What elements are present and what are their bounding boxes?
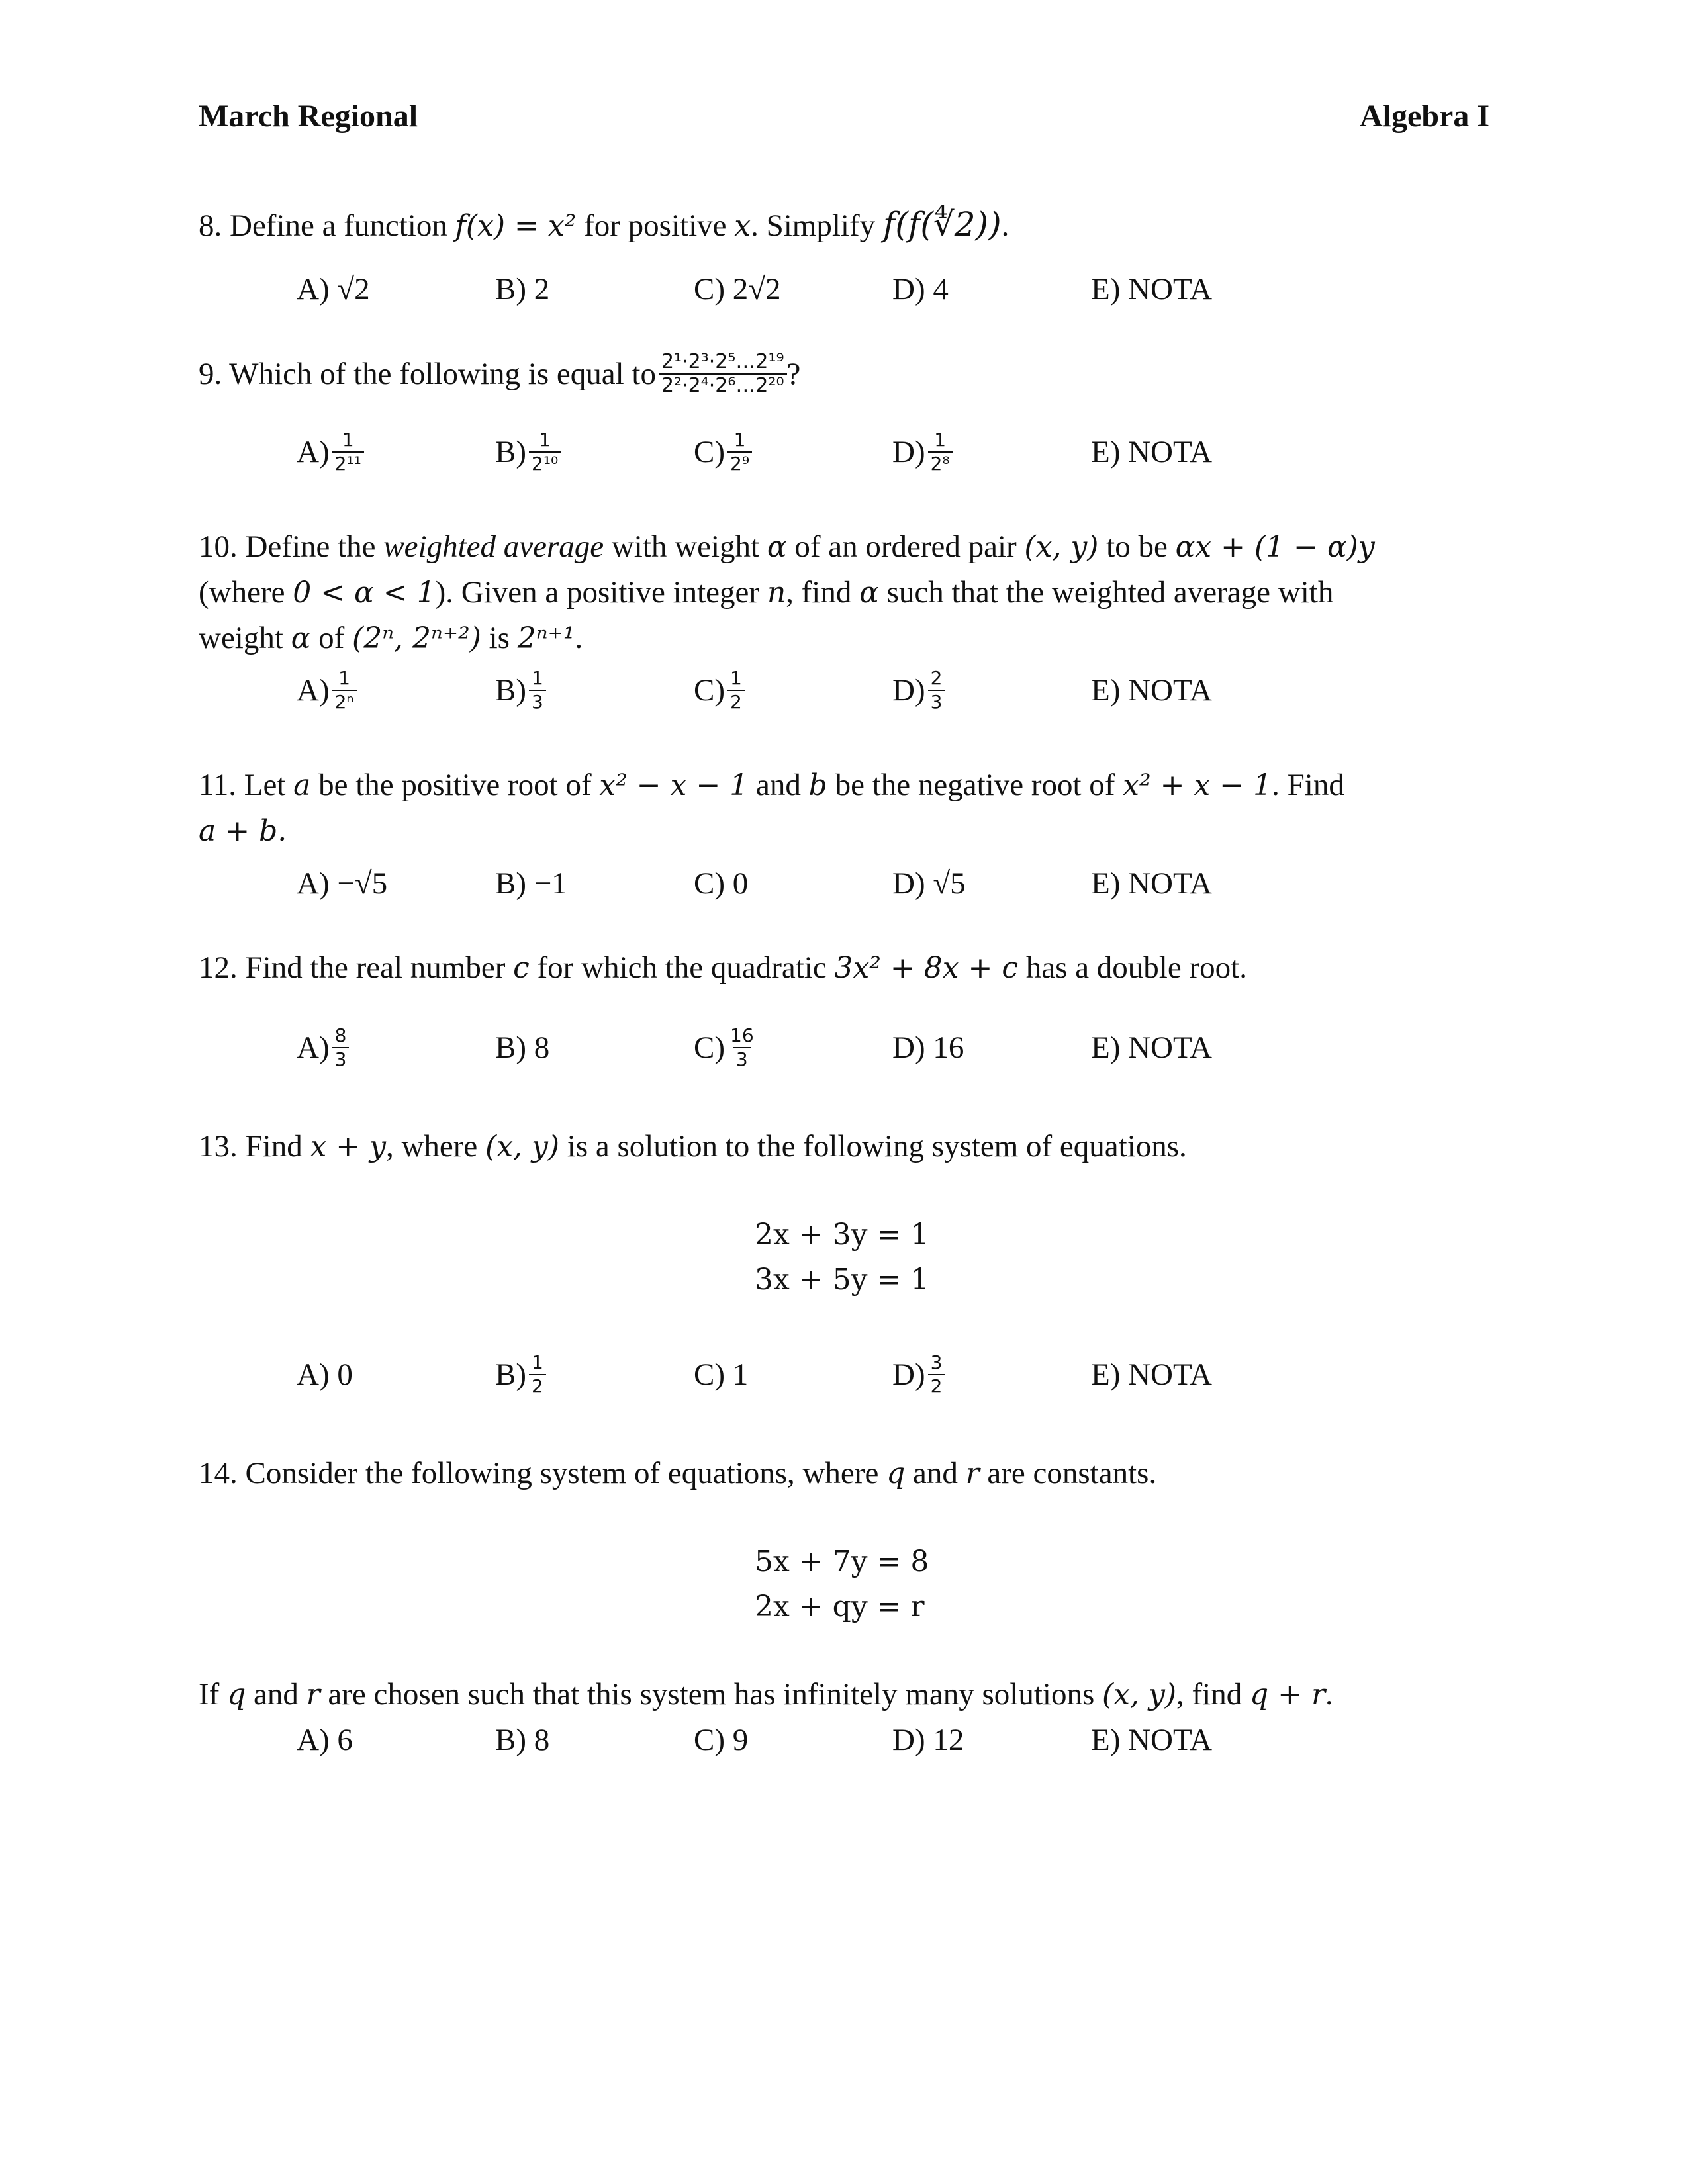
q11-choice-b[interactable]: B) −1	[495, 866, 567, 901]
q9-fraction	[659, 351, 787, 397]
q10-choice-a-label: A)	[297, 673, 330, 707]
q10-choice-a-den: 2ⁿ	[332, 690, 357, 713]
q12-c: c	[513, 951, 530, 985]
q11-sum: a + b	[199, 814, 278, 848]
q9-choice-b-label: B)	[495, 435, 526, 469]
q13-choice-b-label: B)	[495, 1357, 526, 1392]
q14-choice-a[interactable]: A) 6	[297, 1723, 353, 1757]
q10-choice-c-label: C)	[694, 673, 725, 707]
question-8	[199, 202, 1496, 249]
q10-pair: (x, y)	[1024, 530, 1099, 564]
q10-target: 2ⁿ⁺¹	[517, 621, 575, 655]
q13-choice-c[interactable]: C) 1	[694, 1357, 749, 1392]
q12-choices	[297, 1018, 1422, 1077]
header-right: Algebra I	[1360, 99, 1489, 134]
q10-choices	[297, 660, 1422, 720]
q8-function: f(x) = x²	[455, 209, 577, 243]
q11-text-4: be the negative root of	[827, 768, 1123, 802]
q10-text-2b: ). Given a positive integer	[435, 575, 767, 610]
q14-choice-d[interactable]: D) 12	[892, 1723, 964, 1757]
q13-text-1: 13. Find	[199, 1129, 310, 1163]
q9-choice-d-num: 1	[934, 429, 947, 451]
q13-text-2: , where	[385, 1129, 486, 1163]
q14-text-b3: are chosen such that this system has infinitely many solutions	[320, 1677, 1103, 1711]
q10-choice-c-den: 2	[727, 690, 745, 713]
q9-numerator: 2¹·2³·2⁵…2¹⁹	[661, 350, 784, 373]
q8-expression: f(f(∜2))	[882, 205, 1002, 244]
q10-text-1d: to be	[1098, 529, 1176, 564]
q9-choice-c-num: 1	[733, 429, 746, 451]
q9-choice-b[interactable]	[495, 422, 561, 482]
q11-text-5: . Find	[1272, 768, 1344, 802]
q10-choice-d-den: 3	[928, 690, 945, 713]
q14-choices	[297, 1710, 1422, 1770]
q10-choice-b-label: B)	[495, 673, 526, 707]
q9-choice-c-den: 2⁹	[727, 451, 752, 475]
q8-text-mid: for positive	[576, 208, 735, 243]
q12-text-2: for which the quadratic	[529, 950, 835, 985]
q10-choice-b[interactable]	[495, 660, 546, 720]
q9-choice-c[interactable]	[694, 422, 752, 482]
q10-choice-c-num: 1	[730, 667, 742, 689]
q11-line-2	[199, 808, 1496, 854]
q11-poly-1: x² − x − 1	[599, 768, 749, 802]
q9-choice-d-den: 2⁸	[928, 451, 953, 475]
q14-text-b4: , find	[1176, 1677, 1250, 1711]
q10-text-2d: such that the weighted average with	[878, 575, 1334, 610]
q11-choice-c[interactable]: C) 0	[694, 866, 749, 901]
q10-choice-d[interactable]	[892, 660, 945, 720]
question-9	[199, 351, 1496, 397]
q13-choice-d-label: D)	[892, 1357, 925, 1392]
q11-choice-a[interactable]: A) −√5	[297, 866, 388, 901]
q13-choice-b[interactable]	[495, 1345, 546, 1404]
q9-denominator: 2²·2⁴·2⁶…2²⁰	[659, 373, 787, 397]
question-13	[199, 1124, 1496, 1169]
q11-text-3: and	[748, 768, 809, 802]
q8-choice-a[interactable]: A) √2	[297, 272, 370, 306]
q13-sum: x + y	[310, 1130, 386, 1163]
q10-text-3c: is	[481, 621, 518, 655]
q12-choice-b[interactable]: B) 8	[495, 1030, 550, 1065]
q11-choice-e[interactable]: E) NOTA	[1091, 866, 1212, 901]
question-10	[199, 524, 1496, 661]
q8-choice-e[interactable]: E) NOTA	[1091, 272, 1212, 306]
q12-text-1: 12. Find the real number	[199, 950, 514, 985]
q14-r-2: r	[306, 1678, 320, 1711]
q9-choice-d-label: D)	[892, 435, 925, 469]
q10-choice-b-den: 3	[529, 690, 546, 713]
q8-text: 8. Define a function	[199, 208, 455, 243]
q10-text-2c: , find	[786, 575, 860, 610]
q10-formula: αx + (1 − α)y	[1175, 530, 1375, 564]
q13-system	[755, 1212, 929, 1302]
q13-choice-b-den: 2	[529, 1374, 546, 1398]
q14-text-b2: and	[246, 1677, 306, 1711]
q10-choice-b-num: 1	[532, 667, 543, 689]
q13-pair: (x, y)	[485, 1130, 560, 1163]
q9-choice-a[interactable]	[297, 422, 364, 482]
q8-choice-d[interactable]: D) 4	[892, 272, 949, 306]
q10-text-3d: .	[575, 621, 583, 655]
header-left: March Regional	[199, 99, 418, 134]
q9-text: 9. Which of the following is equal to	[199, 357, 656, 391]
q10-line-2	[199, 570, 1496, 615]
q11-end: .	[277, 814, 287, 848]
q10-alpha-2: α	[859, 576, 879, 610]
q11-text-1: 11. Let	[199, 768, 294, 802]
q14-r: r	[965, 1457, 980, 1490]
q10-text-1a: 10. Define the	[199, 529, 384, 564]
q12-choice-a-label: A)	[297, 1030, 330, 1065]
q9-choice-c-label: C)	[694, 435, 725, 469]
q9-choice-a-num: 1	[342, 429, 354, 451]
q13-choices	[297, 1345, 1422, 1404]
q10-n: n	[767, 576, 786, 610]
q12-choice-a[interactable]	[297, 1018, 349, 1077]
q13-equation-1: 2x + 3y = 1	[755, 1218, 929, 1251]
q10-condition: 0 < α < 1	[293, 576, 436, 610]
q10-choice-e[interactable]: E) NOTA	[1091, 673, 1212, 707]
q14-sum: q + r	[1249, 1678, 1326, 1711]
q9-choice-a-label: A)	[297, 435, 330, 469]
q10-line-3	[199, 615, 1496, 661]
q10-alpha-3: α	[291, 621, 311, 655]
q11-choice-d[interactable]: D) √5	[892, 866, 966, 901]
q10-alpha-1: α	[767, 530, 787, 564]
q13-choice-e[interactable]: E) NOTA	[1091, 1357, 1212, 1392]
q9-end: ?	[786, 357, 801, 391]
q9-choice-d[interactable]	[892, 422, 953, 482]
q13-text-3: is a solution to the following system of equations.	[559, 1129, 1187, 1163]
q13-choice-b-num: 1	[532, 1351, 543, 1373]
q12-choice-c[interactable]	[694, 1018, 757, 1077]
q14-text-2: and	[905, 1456, 966, 1490]
q14-system	[755, 1539, 929, 1629]
question-11	[199, 762, 1496, 854]
q11-text-2: be the positive root of	[310, 768, 600, 802]
q12-text-3: has a double root.	[1018, 950, 1247, 985]
q9-choice-a-den: 2¹¹	[332, 451, 364, 475]
q10-text-3a: weight	[199, 621, 291, 655]
q13-choice-d[interactable]	[892, 1345, 945, 1404]
q14-text-3: are constants.	[979, 1456, 1157, 1490]
q10-choice-d-label: D)	[892, 673, 925, 707]
q13-choice-d-den: 2	[928, 1374, 945, 1398]
q12-choice-d[interactable]: D) 16	[892, 1030, 964, 1065]
q14-choice-e[interactable]: E) NOTA	[1091, 1723, 1212, 1757]
q13-equation-2: 3x + 5y = 1	[755, 1263, 929, 1297]
q14-text-b1: If	[199, 1677, 228, 1711]
q10-choice-c[interactable]	[694, 660, 745, 720]
q9-choice-e[interactable]: E) NOTA	[1091, 435, 1212, 469]
q12-choice-a-den: 3	[332, 1047, 350, 1071]
q13-choice-a[interactable]: A) 0	[297, 1357, 353, 1392]
q9-choices	[297, 422, 1422, 482]
q13-choice-d-num: 3	[930, 1351, 943, 1373]
q8-end: .	[1001, 208, 1009, 243]
q11-a: a	[293, 768, 311, 802]
q9-choice-b-num: 1	[539, 429, 551, 451]
q8-var: x	[734, 209, 751, 243]
q14-choice-c[interactable]: C) 9	[694, 1723, 749, 1757]
q11-b: b	[808, 768, 827, 802]
q12-choice-c-den: 3	[733, 1047, 751, 1071]
q12-choice-c-label: C)	[694, 1030, 725, 1065]
q11-poly-2: x² + x − 1	[1123, 768, 1272, 802]
q10-line-1	[199, 524, 1496, 570]
q14-choice-b[interactable]: B) 8	[495, 1723, 550, 1757]
question-12	[199, 945, 1496, 991]
q14-text-b5: .	[1325, 1677, 1333, 1711]
q14-equation-2: 2x + qy = r	[755, 1590, 925, 1623]
q11-line-1	[199, 762, 1496, 808]
q14-equation-1: 5x + 7y = 8	[755, 1545, 929, 1578]
q8-choice-c[interactable]: C) 2√2	[694, 272, 781, 306]
q12-poly: 3x² + 8x + c	[834, 951, 1019, 985]
q10-text-2a: (where	[199, 575, 293, 610]
q11-choices	[297, 854, 1422, 913]
q10-text-1b: with weight	[604, 529, 767, 564]
q10-pair-2: (2ⁿ, 2ⁿ⁺²)	[352, 621, 481, 655]
q14-pair: (x, y)	[1102, 1678, 1176, 1711]
q14-q-2: q	[227, 1678, 246, 1711]
q8-choices	[297, 259, 1422, 319]
q10-text-3b: of	[310, 621, 353, 655]
question-14	[199, 1451, 1496, 1496]
q12-choice-a-num: 8	[334, 1024, 347, 1046]
q8-text-simplify: . Simplify	[751, 208, 883, 243]
q8-choice-b[interactable]: B) 2	[495, 272, 550, 306]
q10-choice-a[interactable]	[297, 660, 357, 720]
q12-choice-c-num: 16	[730, 1024, 754, 1046]
q12-choice-e[interactable]: E) NOTA	[1091, 1030, 1212, 1065]
q10-text-1c: of an ordered pair	[786, 529, 1025, 564]
q10-choice-d-num: 2	[930, 667, 943, 689]
q14-q: q	[886, 1457, 906, 1490]
q10-emphasis: weighted average	[383, 529, 604, 564]
q10-choice-a-num: 1	[338, 667, 350, 689]
q9-choice-b-den: 2¹⁰	[529, 451, 561, 475]
q14-text-1: 14. Consider the following system of equations, where	[199, 1456, 887, 1490]
